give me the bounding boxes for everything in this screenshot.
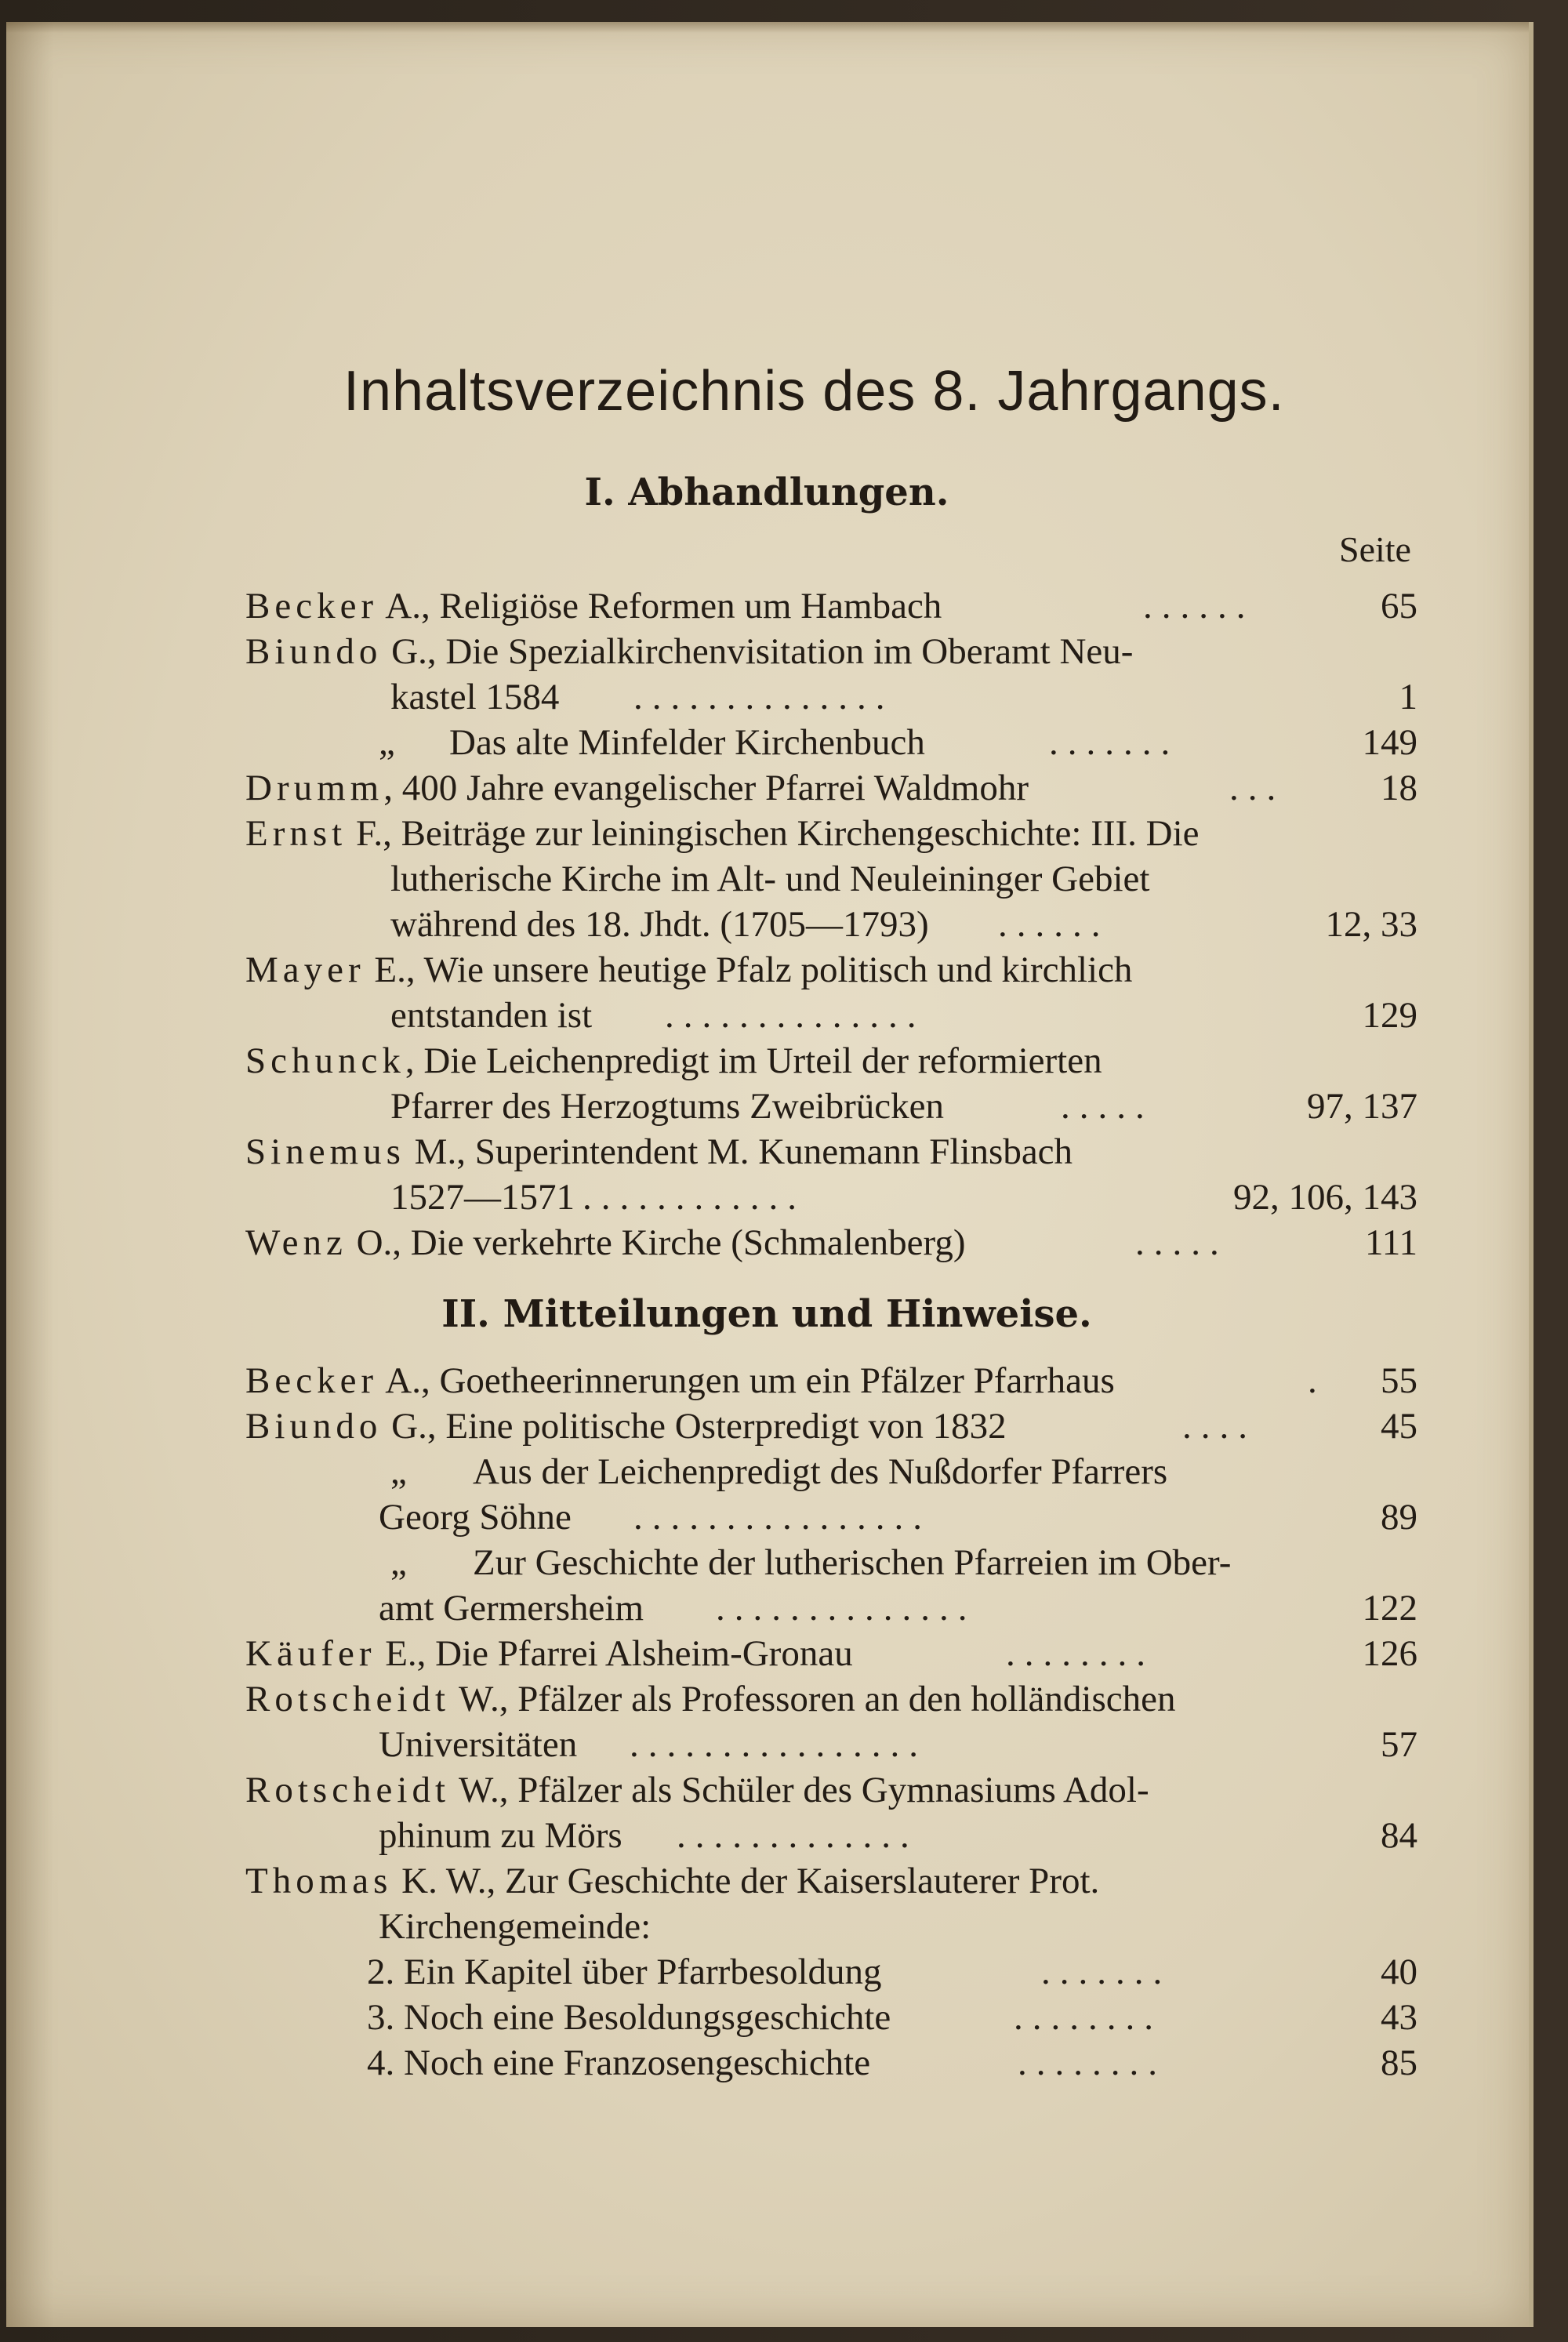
toc-subentry (6, 1951, 1529, 1995)
toc-title-continued: Georg Söhne (379, 1497, 572, 1538)
toc-page-number: 55 (1381, 1360, 1417, 1401)
toc-title-continued: phinum zu Mörs (379, 1815, 622, 1856)
toc-author: Becker (245, 1360, 379, 1401)
toc-entry (6, 1360, 1529, 1403)
toc-leader-dots: .............. (633, 677, 895, 717)
toc-title: W., Pfälzer als Professoren an den holländischen (450, 1679, 1176, 1719)
toc-leader-dots: ........ (1006, 1633, 1155, 1674)
toc-author: Drumm (245, 768, 384, 808)
toc-entry (6, 1632, 1529, 1676)
toc-title: G., Eine politische Osterpredigt von 1832 (382, 1406, 1007, 1447)
toc-title-continued: entstanden ist (390, 995, 593, 1036)
toc-title: W., Pfälzer als Schüler des Gymnasiums Adol- (450, 1770, 1149, 1810)
toc-author: Becker (245, 586, 379, 626)
toc-page-number: 18 (1381, 768, 1417, 808)
toc-leader-dots: . (1308, 1360, 1327, 1401)
toc-entry (6, 1678, 1529, 1722)
toc-entry-continuation (6, 1496, 1529, 1540)
section-heading-mitteilungen: II. Mitteilungen und Hinweise. (441, 1292, 1092, 1336)
toc-leader-dots: ....... (1049, 722, 1180, 763)
toc-author: Biundo (245, 631, 383, 672)
toc-entry-continuation (6, 1587, 1529, 1631)
toc-page-number: 57 (1381, 1724, 1417, 1765)
ditto-mark: „ (390, 1451, 407, 1492)
toc-author: Ernst (245, 813, 347, 854)
toc-title-continued: Universitäten (379, 1724, 578, 1765)
toc-entry (6, 1451, 1529, 1494)
toc-entry (6, 1769, 1529, 1813)
toc-title: F., Beiträge zur leiningischen Kirchengeschichte: III. Die (347, 813, 1200, 854)
toc-author: Biundo (245, 1406, 383, 1447)
toc-subentry-title: 2. Ein Kapitel über Pfarrbesoldung (367, 1952, 882, 1992)
toc-leader-dots: ........ (1018, 2042, 1167, 2083)
toc-entry (6, 1040, 1529, 1084)
toc-page-number: 1 (1399, 677, 1417, 717)
toc-leader-dots: .............. (665, 995, 926, 1036)
toc-subentry-title: 3. Noch eine Besoldungsgeschichte (367, 1997, 891, 2038)
toc-entry (6, 767, 1529, 811)
toc-entry (6, 812, 1529, 856)
page-top-edge (6, 22, 1529, 33)
toc-title-continued: Pfarrer des Herzogtums Zweibrücken (390, 1086, 945, 1127)
section-heading-abhandlungen: I. Abhandlungen. (584, 470, 949, 514)
toc-page-number: 92, 106, 143 (1233, 1177, 1417, 1218)
toc-title-continued: kastel 1584 (390, 677, 560, 717)
toc-author: Mayer (245, 950, 365, 990)
toc-page-number: 129 (1362, 995, 1417, 1036)
toc-entry (6, 949, 1529, 993)
toc-entry (6, 1860, 1529, 1904)
toc-entry (6, 1131, 1529, 1175)
toc-leader-dots: ..... (1135, 1222, 1229, 1263)
toc-page-number: 45 (1381, 1406, 1417, 1447)
toc-subentry-title: 4. Noch eine Franzosengeschichte (367, 2042, 871, 2083)
toc-page-number: 111 (1364, 1222, 1417, 1263)
toc-author: Rotscheidt (245, 1679, 451, 1719)
toc-leader-dots: .............. (716, 1588, 977, 1629)
toc-title: E., Die Pfarrei Alsheim-Gronau (376, 1633, 853, 1674)
toc-leader-dots: ................ (633, 1497, 931, 1538)
toc-title-continued: lutherische Kirche im Alt- und Neuleininger Gebiet (390, 859, 1150, 899)
toc-entry (6, 585, 1529, 629)
toc-page-number: 43 (1381, 1997, 1417, 2038)
toc-title-continued: 1527—1571 (390, 1177, 575, 1218)
toc-leader-dots: ..... (1061, 1086, 1154, 1127)
toc-title: Das alte Minfelder Kirchenbuch (449, 722, 925, 763)
toc-entry-continuation (6, 1814, 1529, 1858)
ditto-mark: „ (379, 722, 395, 763)
toc-subentry (6, 2042, 1529, 2086)
toc-entry (6, 721, 1529, 765)
toc-entry-continuation (6, 1176, 1529, 1220)
toc-entry (6, 1405, 1529, 1449)
toc-title-continued: während des 18. Jhdt. (1705—1793) (390, 904, 929, 945)
toc-entry (6, 1541, 1529, 1585)
toc-entry-continuation (6, 994, 1529, 1038)
toc-entry-continuation (6, 903, 1529, 947)
toc-title: K. W., Zur Geschichte der Kaiserslauterer Prot. (392, 1861, 1100, 1901)
toc-entry-continuation (6, 1085, 1529, 1129)
toc-entry-continuation (6, 858, 1529, 902)
toc-entry-continuation (6, 1723, 1529, 1767)
toc-leader-dots: ....... (1041, 1952, 1172, 1992)
toc-title: Aus der Leichenpredigt des Nußdorfer Pfarrers (473, 1451, 1168, 1492)
toc-entry (6, 630, 1529, 674)
ditto-mark: „ (390, 1542, 407, 1583)
toc-leader-dots: ...... (1143, 586, 1255, 626)
toc-leader-dots: ............ (583, 1177, 806, 1218)
toc-page-number: 12, 33 (1325, 904, 1417, 945)
toc-title: M., Superintendent M. Kunemann Flinsbach (405, 1131, 1073, 1172)
toc-title: G., Die Spezialkirchenvisitation im Oberamt Neu- (382, 631, 1134, 672)
toc-title: A., Goetheerinnerungen um ein Pfälzer Pfarrhaus (378, 1360, 1115, 1401)
toc-leader-dots: ...... (998, 904, 1110, 945)
toc-author: Schunck (245, 1040, 405, 1081)
toc-title: , 400 Jahre evangelischer Pfarrei Waldmohr (383, 768, 1029, 808)
toc-page-number: 149 (1362, 722, 1417, 763)
toc-title: O., Die verkehrte Kirche (Schmalenberg) (347, 1222, 966, 1263)
toc-author: Thomas (245, 1861, 393, 1901)
toc-title-continued: amt Germersheim (379, 1588, 644, 1629)
toc-title: E., Wie unsere heutige Pfalz politisch und kirchlich (365, 950, 1133, 990)
toc-leader-dots: ... (1229, 768, 1286, 808)
toc-leader-dots: ............. (677, 1815, 919, 1856)
toc-author: Sinemus (245, 1131, 405, 1172)
toc-author: Wenz (245, 1222, 347, 1263)
toc-title: , Die Leichenpredigt im Urteil der reformierten (405, 1040, 1102, 1081)
toc-page-number: 126 (1362, 1633, 1417, 1674)
toc-entry (6, 1222, 1529, 1265)
toc-leader-dots: ................ (630, 1724, 927, 1765)
toc-title: Zur Geschichte der lutherischen Pfarreien im Ober- (473, 1542, 1232, 1583)
page-column-label: Seite (1339, 529, 1411, 569)
toc-page-number: 84 (1381, 1815, 1417, 1856)
toc-title-continued: Kirchengemeinde: (379, 1906, 652, 1947)
toc-page-number: 97, 137 (1307, 1086, 1417, 1127)
toc-author: Rotscheidt (245, 1770, 451, 1810)
toc-leader-dots: ........ (1014, 1997, 1163, 2038)
toc-leader-dots: .... (1182, 1406, 1257, 1447)
toc-title: A., Religiöse Reformen um Hambach (378, 586, 942, 626)
toc-page-number: 40 (1381, 1952, 1417, 1992)
toc-page-number: 89 (1381, 1497, 1417, 1538)
book-page (6, 22, 1534, 2327)
toc-page-number: 122 (1362, 1588, 1417, 1629)
toc-page-number: 65 (1381, 586, 1417, 626)
toc-author: Käufer (245, 1633, 376, 1674)
toc-page-number: 85 (1381, 2042, 1417, 2083)
toc-entry-continuation (6, 1905, 1529, 1949)
page-title: Inhaltsverzeichnis des 8. Jahrgangs. (343, 360, 1285, 423)
toc-subentry (6, 1996, 1529, 2040)
toc-entry-continuation (6, 676, 1529, 720)
